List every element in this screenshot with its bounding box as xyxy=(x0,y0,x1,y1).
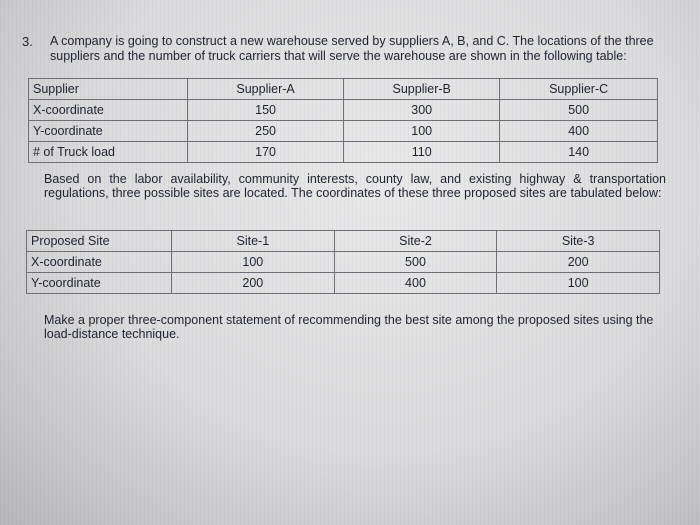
row-label: # of Truck load xyxy=(29,142,188,163)
table-header-cell: Proposed Site xyxy=(27,231,172,252)
table-row xyxy=(29,100,658,121)
table-row xyxy=(27,252,660,273)
table-cell: 200 xyxy=(172,273,335,294)
question-intro: A company is going to construct a new warehouse served by suppliers A, B, and C. The locations of the three suppliers and the number of truck carriers that will serve the warehouse are shown in the following table: xyxy=(50,34,654,63)
table-header-cell: Supplier xyxy=(29,79,188,100)
table-header-row xyxy=(27,231,660,252)
table-header-cell: Supplier-B xyxy=(344,79,500,100)
table-row xyxy=(27,273,660,294)
table-header-cell: Supplier-A xyxy=(188,79,344,100)
table-row xyxy=(29,142,658,163)
row-label: Y-coordinate xyxy=(27,273,172,294)
table-cell: 110 xyxy=(344,142,500,163)
sites-table xyxy=(26,230,660,294)
table-cell: 500 xyxy=(334,252,497,273)
sites-paragraph: Based on the labor availability, community interests, county law, and existing highway & transportation regulations, three possible sites are located. The coordinates of these three proposed sites are tabulated below: xyxy=(44,172,666,200)
row-label: Y-coordinate xyxy=(29,121,188,142)
row-label: X-coordinate xyxy=(27,252,172,273)
table-header-cell: Site-2 xyxy=(334,231,497,252)
table-cell: 500 xyxy=(500,100,658,121)
row-label: X-coordinate xyxy=(29,100,188,121)
table-header-cell: Supplier-C xyxy=(500,79,658,100)
table-cell: 200 xyxy=(497,252,660,273)
supplier-table xyxy=(28,78,658,163)
table-cell: 170 xyxy=(188,142,344,163)
table-cell: 150 xyxy=(188,100,344,121)
table-header-cell: Site-3 xyxy=(497,231,660,252)
table-header-row xyxy=(29,79,658,100)
table-row xyxy=(29,121,658,142)
table-header-cell: Site-1 xyxy=(172,231,335,252)
table-cell: 400 xyxy=(500,121,658,142)
table-cell: 140 xyxy=(500,142,658,163)
table-cell: 400 xyxy=(334,273,497,294)
table-cell: 100 xyxy=(344,121,500,142)
table-cell: 100 xyxy=(172,252,335,273)
table-cell: 100 xyxy=(497,273,660,294)
task-statement: Make a proper three-component statement of recommending the best site among the proposed sites using the load-distance technique. xyxy=(44,313,654,341)
table-cell: 300 xyxy=(344,100,500,121)
question-number: 3. xyxy=(22,34,33,49)
table-cell: 250 xyxy=(188,121,344,142)
